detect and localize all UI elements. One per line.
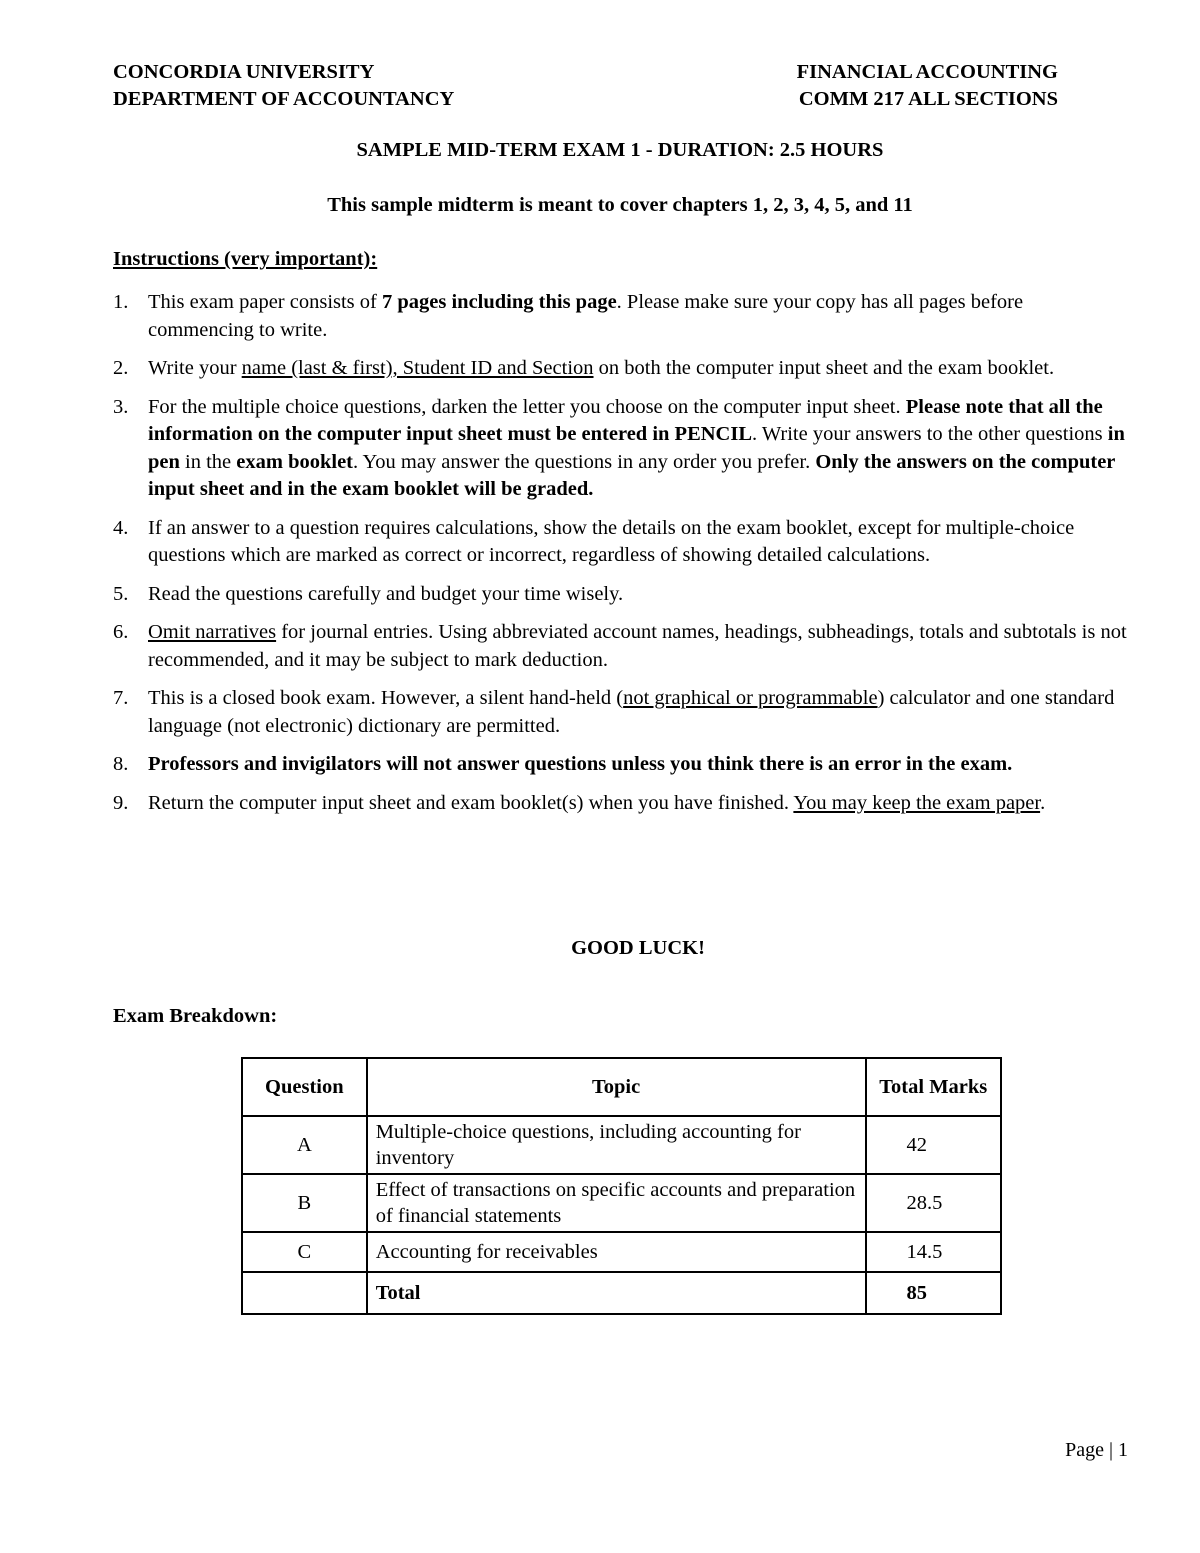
total-label: Total: [367, 1272, 866, 1314]
course-code: COMM 217 ALL SECTIONS: [798, 88, 1058, 110]
instruction-text: .: [1040, 791, 1046, 814]
header-topic: Topic: [367, 1058, 866, 1116]
instruction-text: exam booklet: [236, 450, 354, 473]
row-marks: 42: [866, 1116, 1001, 1174]
header-marks: Total Marks: [866, 1058, 1001, 1116]
instruction-number: 7.: [113, 687, 129, 709]
table-row: [242, 1174, 1001, 1232]
instruction-text: ) calculator and one standard language (not electronic) dictionary are permitted.: [148, 687, 1115, 737]
instruction-text: Only the answers on the computer input sheet and in the exam booklet will be graded.: [148, 450, 1116, 500]
instruction-item: [113, 619, 1133, 674]
table-row: [242, 1116, 1001, 1174]
exam-breakdown-table: [241, 1057, 1002, 1315]
instruction-text: for journal entries. Using abbreviated account names, headings, subheadings, totals and subtotals is not recommended, and it may be subject to mark deduction.: [148, 621, 1127, 671]
instruction-text: Write your: [148, 357, 242, 379]
row-topic: Multiple-choice questions, including accounting for inventory: [367, 1116, 866, 1174]
instructions-list: [113, 289, 1133, 828]
row-marks: 14.5: [866, 1232, 1001, 1272]
instruction-number: 2.: [113, 357, 129, 379]
instruction-text: name (last & first), Student ID and Section: [241, 357, 594, 379]
instruction-number: 9.: [113, 791, 129, 814]
instruction-text: . You may answer the questions in any order you prefer.: [353, 450, 816, 473]
department-name: DEPARTMENT OF ACCOUNTANCY: [113, 88, 455, 110]
instruction-text: in the: [179, 450, 237, 473]
instruction-text: not graphical or programmable: [623, 687, 878, 709]
instructions-heading: Instructions (very important):: [113, 248, 378, 270]
instruction-item: [113, 289, 1133, 344]
instruction-text: You may keep the exam paper: [793, 791, 1041, 814]
row-marks: 28.5: [866, 1174, 1001, 1232]
row-topic: Effect of transactions on specific accounts and preparation of financial statements: [367, 1174, 866, 1232]
good-luck: GOOD LUCK!: [571, 937, 705, 959]
instruction-text: This exam paper consists of: [148, 291, 382, 313]
university-name: CONCORDIA UNIVERSITY: [113, 61, 375, 83]
exam-title: SAMPLE MID-TERM EXAM 1 - DURATION: 2.5 HOURS: [356, 139, 884, 161]
instruction-text: This is a closed book exam. However, a silent hand-held (: [148, 687, 624, 709]
instruction-text: . Write your answers to the other questions: [752, 423, 1108, 445]
header-left: [113, 59, 454, 113]
instruction-item: [113, 394, 1133, 504]
instruction-text: If an answer to a question requires calculations, show the details on the exam booklet, except for multiple-choice questions which are marked as correct or incorrect, regardless of showing detailed calculations.: [148, 516, 1075, 566]
instruction-text: . Please make sure your copy has all pages before commencing to write.: [148, 291, 1024, 341]
table-total-row: [242, 1272, 1001, 1314]
instruction-item: [113, 515, 1133, 570]
total-empty-cell: [242, 1272, 367, 1314]
instruction-item: [113, 355, 1133, 383]
table-header-row: [242, 1058, 1001, 1116]
page-number: Page | 1: [1065, 1439, 1128, 1461]
instruction-number: 4.: [113, 516, 129, 539]
instruction-text: Read the questions carefully and budget your time wisely.: [148, 582, 624, 605]
instruction-item: [113, 685, 1133, 740]
row-question: A: [242, 1116, 367, 1174]
instruction-text: Professors and invigilators will not answer questions unless you think there is an error in the exam.: [148, 753, 1013, 775]
instruction-text: For the multiple choice questions, darken the letter you choose on the computer input sheet.: [148, 395, 906, 418]
row-question: C: [242, 1232, 367, 1272]
instruction-item: [113, 751, 1133, 779]
instruction-number: 5.: [113, 582, 129, 605]
instruction-item: [113, 790, 1133, 818]
instruction-number: 6.: [113, 621, 129, 643]
total-marks: 85: [866, 1272, 1001, 1314]
exam-subtitle: This sample midterm is meant to cover chapters 1, 2, 3, 4, 5, and 11: [327, 194, 913, 216]
header-question: Question: [242, 1058, 367, 1116]
row-topic: Accounting for receivables: [367, 1232, 866, 1272]
instruction-text: 7 pages including this page: [382, 291, 617, 313]
instruction-text: in pen: [148, 423, 1125, 473]
instruction-text: Return the computer input sheet and exam booklet(s) when you have finished.: [148, 791, 794, 814]
course-title: FINANCIAL ACCOUNTING: [796, 61, 1058, 83]
instruction-item: [113, 581, 1133, 609]
exam-breakdown-heading: Exam Breakdown:: [113, 1005, 278, 1027]
instruction-text: Omit narratives: [148, 621, 277, 643]
instruction-number: 3.: [113, 395, 129, 418]
table-row: [242, 1232, 1001, 1272]
header-right: [797, 59, 1058, 113]
instruction-text: Please note that all the information on the computer input sheet must be entered in PENCIL: [148, 395, 1103, 445]
row-question: B: [242, 1174, 367, 1232]
instruction-number: 1.: [113, 291, 129, 313]
instruction-number: 8.: [113, 753, 129, 775]
instruction-text: on both the computer input sheet and the exam booklet.: [593, 357, 1055, 379]
